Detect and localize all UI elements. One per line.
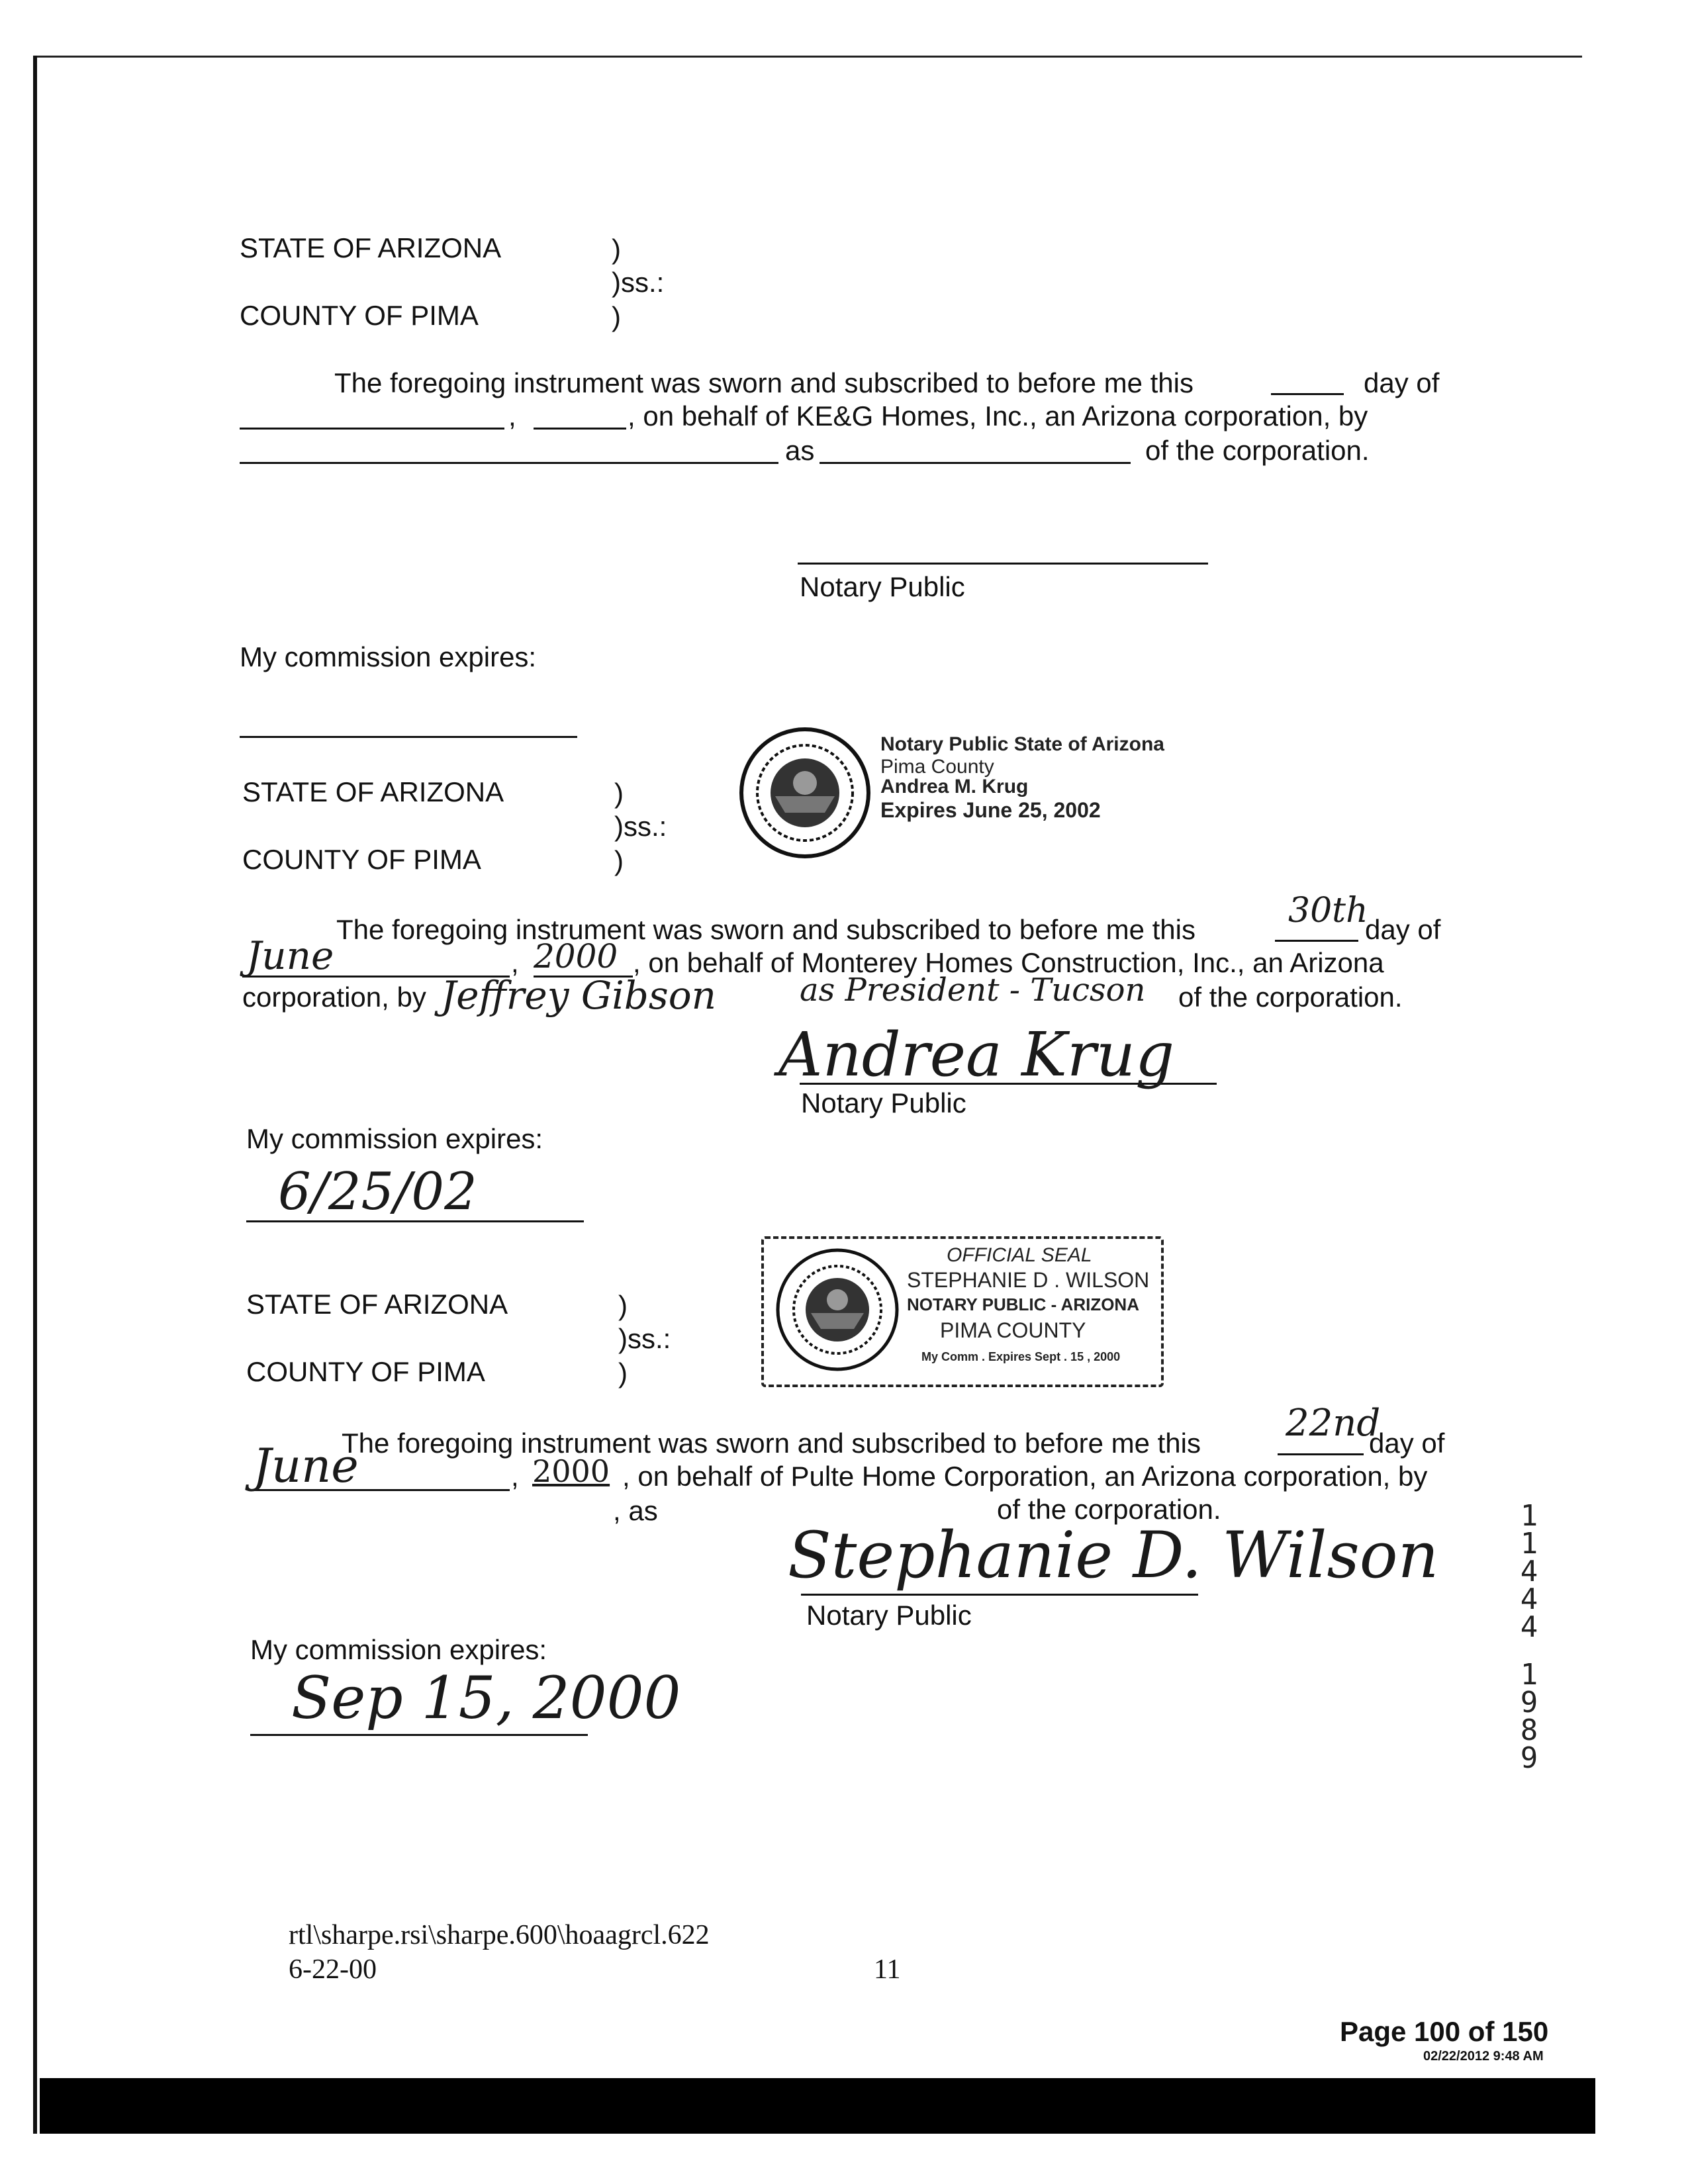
notary-public-label: Notary Public <box>806 1600 972 1631</box>
commission-line <box>250 1734 588 1736</box>
handwritten-name: Jeffrey Gibson <box>441 973 716 1018</box>
seal-line: NOTARY PUBLIC - ARIZONA <box>907 1295 1139 1314</box>
blank-day <box>1278 1453 1364 1455</box>
blank-day <box>1271 393 1344 395</box>
commission-label: My commission expires: <box>250 1634 547 1665</box>
handwritten-year: 2000 <box>532 1453 610 1489</box>
affidavit-text: The foregoing instrument was sworn and subscribed to before me this <box>336 914 1196 945</box>
top-rule <box>33 56 1582 58</box>
doc-date: 6-22-00 <box>289 1954 377 1985</box>
affidavit-text: of the corporation. <box>1178 981 1403 1013</box>
side-digit: 1 <box>1520 1658 1538 1692</box>
side-digit: 4 <box>1520 1582 1538 1616</box>
ss-label: )ss.: <box>618 1323 671 1354</box>
paren: ) <box>618 1357 628 1388</box>
paren: ) <box>614 845 624 876</box>
notary-public-label: Notary Public <box>800 571 965 602</box>
handwritten-expiry: 6/25/02 <box>278 1162 477 1222</box>
seal-emblem <box>774 1247 900 1373</box>
comma: , <box>511 947 519 978</box>
notary-public-label: Notary Public <box>801 1087 966 1118</box>
paren: ) <box>618 1290 628 1321</box>
affidavit-text: , on behalf of Monterey Homes Construction, Inc., an Arizona <box>633 947 1384 978</box>
seal-line: My Comm . Expires Sept . 15 , 2000 <box>921 1350 1121 1363</box>
state-label: STATE OF ARIZONA <box>242 776 504 807</box>
seal-line: PIMA COUNTY <box>940 1318 1086 1342</box>
page-label: Page 100 of 150 <box>1340 2016 1549 2047</box>
blank-month <box>240 428 504 430</box>
state-label: STATE OF ARIZONA <box>240 232 502 263</box>
affidavit-text: as <box>785 435 815 466</box>
commission-label: My commission expires: <box>240 641 537 672</box>
notary-seal-emblem <box>739 727 871 859</box>
left-border <box>33 56 37 2134</box>
affidavit-text: The foregoing instrument was sworn and subscribed to before me this <box>334 367 1194 398</box>
affidavit-text: day of <box>1365 914 1441 945</box>
commission-label: My commission expires: <box>246 1123 543 1154</box>
blank-day <box>1275 940 1358 942</box>
file-path: rtl\sharpe.rsi\sharpe.600\hoaagrcl.622 <box>289 1920 710 1950</box>
commission-line <box>240 736 577 738</box>
affidavit-text: The foregoing instrument was sworn and subscribed to before me this <box>342 1428 1201 1459</box>
timestamp: 02/22/2012 9:48 AM <box>1423 2049 1544 2064</box>
handwritten-day: 30th <box>1288 891 1368 931</box>
seal-line: Notary Public State of Arizona <box>880 733 1164 755</box>
ss-label: )ss.: <box>614 811 667 842</box>
seal-line: OFFICIAL SEAL <box>947 1244 1092 1266</box>
affidavit-text: day of <box>1369 1428 1445 1459</box>
county-label: COUNTY OF PIMA <box>242 844 481 875</box>
blank-name <box>240 462 778 464</box>
county-label: COUNTY OF PIMA <box>240 300 479 331</box>
seal-line: Pima County <box>880 756 994 778</box>
seal-line: Andrea M. Krug <box>880 776 1029 797</box>
side-digit: 8 <box>1520 1713 1538 1747</box>
bottom-bar <box>40 2078 1595 2134</box>
paren: ) <box>612 301 621 332</box>
blank-year <box>534 428 626 430</box>
affidavit-text: of the corporation. <box>997 1494 1221 1525</box>
state-label: STATE OF ARIZONA <box>246 1289 508 1320</box>
side-digit: 4 <box>1520 1610 1538 1644</box>
handwritten-month: June <box>246 933 334 978</box>
notary-signature-line <box>801 1594 1198 1596</box>
paren: ) <box>612 234 621 265</box>
side-digit: 4 <box>1520 1555 1538 1588</box>
affidavit-text: corporation, by <box>242 981 426 1013</box>
side-digit: 1 <box>1520 1527 1538 1561</box>
handwritten-day: 22nd <box>1286 1402 1381 1445</box>
county-label: COUNTY OF PIMA <box>246 1356 485 1387</box>
notary-signature-line <box>798 563 1208 565</box>
side-digit: 9 <box>1520 1741 1538 1775</box>
side-digit: 1 <box>1520 1499 1538 1533</box>
notary-signature: Stephanie D. Wilson <box>788 1518 1439 1592</box>
handwritten-title: as President - Tucson <box>800 972 1146 1009</box>
affidavit-text: , on behalf of Pulte Home Corporation, an Arizona corporation, by <box>622 1461 1428 1492</box>
page-number: 11 <box>874 1954 901 1985</box>
blank-title <box>820 462 1131 464</box>
affidavit-text: , as <box>613 1495 658 1526</box>
side-digit: 9 <box>1520 1686 1538 1719</box>
comma: , <box>508 400 516 432</box>
affidavit-text: , on behalf of KE&G Homes, Inc., an Arizona corporation, by <box>628 400 1368 432</box>
seal-line: Expires June 25, 2002 <box>880 798 1101 822</box>
affidavit-text: day of <box>1364 367 1440 398</box>
notary-signature: Andrea Krug <box>778 1019 1174 1090</box>
ss-label: )ss.: <box>612 267 665 298</box>
handwritten-month: June <box>253 1439 359 1493</box>
seal-line: STEPHANIE D . WILSON <box>907 1268 1150 1292</box>
handwritten-expiry: Sep 15, 2000 <box>291 1664 681 1732</box>
side-stamp-number <box>1516 1499 1542 1775</box>
affidavit-text: of the corporation. <box>1145 435 1370 466</box>
handwritten-year: 2000 <box>534 937 618 976</box>
comma: , <box>511 1461 519 1492</box>
paren: ) <box>614 778 624 809</box>
